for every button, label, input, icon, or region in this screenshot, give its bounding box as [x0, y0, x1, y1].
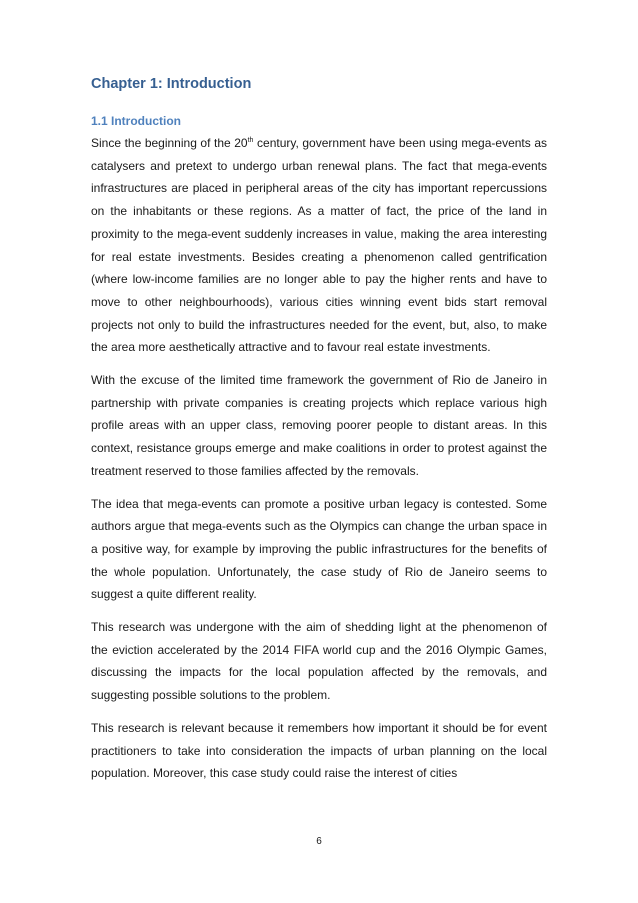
- page-content: [91, 74, 547, 795]
- chapter-title: Chapter 1: Introduction: [91, 76, 252, 92]
- paragraph-4: This research was undergone with the aim of shedding light at the phenomenon of the eviction accelerated by the 2014 FIFA world cup and the 2016 Olympic Games, discussing the impacts for the local population affected by the removals, and suggesting possible solutions to the problem.: [91, 620, 547, 703]
- section-title: 1.1 Introduction: [91, 114, 181, 128]
- ordinal-superscript: th: [247, 137, 254, 144]
- paragraph-1: [91, 132, 547, 359]
- page-number: 6: [316, 836, 322, 847]
- paragraph-2: With the excuse of the limited time framework the government of Rio de Janeiro in partnership with private companies is creating projects which replace various high profile areas with an upper class, removing poorer people to distant areas. In this context, resistance groups emerge and make coalitions in order to protest against the treatment reserved to those families affected by the removals.: [91, 373, 547, 478]
- paragraph-5: This research is relevant because it remembers how important it should be for event practitioners to take into consideration the impacts of urban planning on the local population. Moreover, this case study could raise the interest of cities: [91, 720, 547, 781]
- paragraph-3: The idea that mega-events can promote a positive urban legacy is contested. Some authors argue that mega-events such as the Olympics can change the urban space in a positive way, for example by improving the public infrastructures for the benefits of the whole population. Unfortunately, the case study of Rio de Janeiro seems to suggest a quite different reality.: [91, 496, 547, 602]
- paragraph-1-text-start: Since the beginning of the 20: [91, 136, 248, 150]
- paragraph-1-text-rest: century, government have been using mega-events as catalysers and pretext to undergo urban renewal plans. The fact that mega-events infrastructures are placed in peripheral areas of the city has important repercussions on the inhabitants or these regions. As a matter of fact, the price of the land in proximity to the mega-event suddenly increases in value, making the area interesting for real estate investments. Besides creating a phenomenon called gentrification (where low-income families are no longer able to pay the higher rents and have to move to other neighbourhoods), various cities winning event bids start removal projects not only to build the infrastructures needed for the event, but, also, to make the area more aesthetically attractive and to favour real estate investments.: [91, 136, 547, 355]
